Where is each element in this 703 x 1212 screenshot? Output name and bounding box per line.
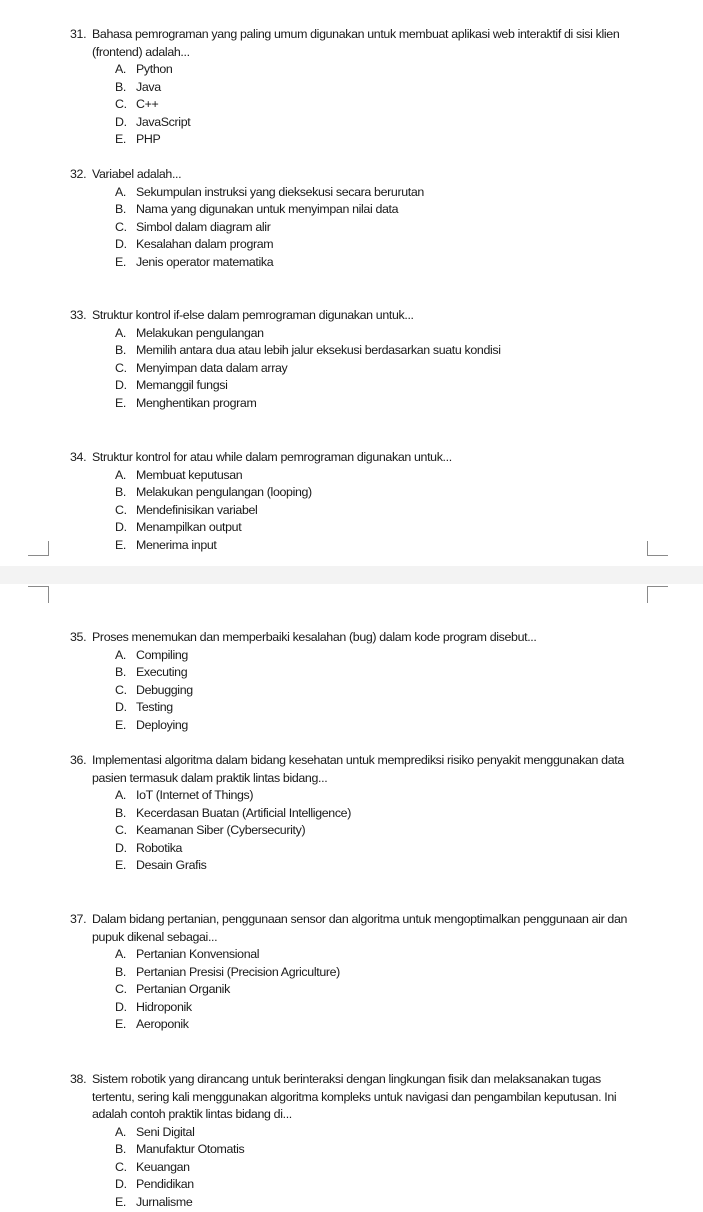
question-37 — [70, 911, 645, 1034]
crop-mark-bottom-left — [28, 541, 49, 556]
option-letter: D. — [115, 378, 127, 392]
option-list — [70, 325, 645, 413]
option-c — [115, 502, 645, 520]
option-letter: C. — [115, 219, 127, 234]
option-e — [115, 131, 645, 149]
question-text: Dalam bidang pertanian, penggunaan sensor dan algoritma untuk mengoptimalkan penggunaan air dan pupuk dikenal sebagai... — [92, 912, 628, 944]
option-text: PHP — [136, 132, 161, 146]
question-text: Variabel adalah... — [92, 167, 182, 181]
question-32 — [70, 166, 645, 271]
option-e — [115, 857, 645, 875]
option-letter: A. — [115, 788, 127, 802]
option-c — [115, 219, 645, 237]
option-text: Pertanian Konvensional — [136, 947, 260, 961]
option-e — [115, 1194, 645, 1212]
option-text: Nama yang digunakan untuk menyimpan nilai data — [136, 202, 399, 216]
question-35 — [70, 629, 645, 734]
page-break — [0, 566, 703, 584]
option-letter: D. — [115, 840, 127, 855]
option-b — [115, 1141, 645, 1159]
option-letter: E. — [115, 1194, 127, 1209]
option-letter: C. — [115, 982, 127, 996]
crop-mark-top-right — [647, 586, 668, 603]
option-list — [70, 1124, 645, 1212]
question-stem — [70, 911, 645, 946]
option-text: Menampilkan output — [136, 520, 242, 534]
question-text: Sistem robotik yang dirancang untuk berinteraksi dengan lingkungan fisik dan melaksanakan tugas tertentu, sering kali menggunakan algoritma kompleks untuk navigasi dan pengambilan keputusan. Ini adalah contoh praktik lintas bidang di... — [92, 1072, 617, 1121]
option-letter: D. — [115, 520, 127, 534]
option-b — [115, 342, 645, 360]
option-text: C++ — [136, 97, 159, 111]
option-text: Simbol dalam diagram alir — [136, 219, 271, 234]
option-a — [115, 647, 645, 665]
question-text: Struktur kontrol if-else dalam pemrograman digunakan untuk... — [92, 308, 414, 322]
question-34 — [70, 449, 645, 554]
option-d — [115, 840, 645, 858]
question-stem — [70, 166, 645, 184]
option-text: Menerima input — [136, 537, 217, 552]
option-d — [115, 1176, 645, 1194]
option-list — [70, 647, 645, 735]
question-stem — [70, 629, 645, 647]
option-a — [115, 61, 645, 79]
option-e — [115, 1016, 645, 1034]
option-b — [115, 964, 645, 982]
option-letter: D. — [115, 237, 127, 251]
option-text: Kesalahan dalam program — [136, 237, 274, 251]
option-text: Testing — [136, 700, 173, 714]
option-a — [115, 325, 645, 343]
option-text: Memanggil fungsi — [136, 378, 228, 392]
option-a — [115, 184, 645, 202]
question-text: Struktur kontrol for atau while dalam pemrograman digunakan untuk... — [92, 450, 452, 464]
option-b — [115, 805, 645, 823]
option-text: Pendidikan — [136, 1177, 194, 1191]
option-text: Mendefinisikan variabel — [136, 502, 258, 517]
option-letter: C. — [115, 360, 127, 375]
question-38 — [70, 1071, 645, 1211]
option-text: Kecerdasan Buatan (Artificial Intelligence) — [136, 805, 351, 820]
option-b — [115, 664, 645, 682]
option-a — [115, 787, 645, 805]
question-number: 33. — [70, 308, 87, 322]
option-letter: B. — [115, 79, 127, 94]
option-e — [115, 537, 645, 555]
option-text: Pertanian Presisi (Precision Agriculture) — [136, 964, 340, 979]
option-b — [115, 79, 645, 97]
option-text: Deploying — [136, 717, 188, 732]
option-letter: A. — [115, 947, 127, 961]
option-text: Executing — [136, 665, 188, 679]
question-number: 32. — [70, 167, 87, 181]
option-letter: D. — [115, 114, 127, 129]
option-letter: A. — [115, 467, 127, 482]
option-a — [115, 467, 645, 485]
option-letter: D. — [115, 700, 127, 714]
option-text: Desain Grafis — [136, 858, 207, 872]
option-text: Jurnalisme — [136, 1194, 193, 1209]
option-text: Hidroponik — [136, 999, 192, 1014]
option-letter: A. — [115, 62, 127, 76]
option-d — [115, 236, 645, 254]
option-a — [115, 1124, 645, 1142]
option-d — [115, 377, 645, 395]
question-stem — [70, 26, 645, 61]
option-list — [70, 787, 645, 875]
option-letter: E. — [115, 1017, 127, 1031]
option-c — [115, 682, 645, 700]
option-text: Aeroponik — [136, 1017, 189, 1031]
question-number: 31. — [70, 27, 87, 41]
option-letter: E. — [115, 395, 127, 410]
option-text: Pertanian Organik — [136, 982, 230, 996]
option-e — [115, 717, 645, 735]
option-letter: E. — [115, 717, 127, 732]
option-b — [115, 201, 645, 219]
question-stem — [70, 307, 645, 325]
option-letter: B. — [115, 485, 127, 499]
question-number: 38. — [70, 1072, 87, 1086]
option-text: Robotika — [136, 840, 183, 855]
crop-mark-top-left — [28, 586, 49, 603]
option-c — [115, 822, 645, 840]
option-text: Menyimpan data dalam array — [136, 360, 288, 375]
option-list — [70, 61, 645, 149]
question-number: 37. — [70, 912, 87, 926]
option-letter: A. — [115, 647, 127, 662]
option-text: Compiling — [136, 647, 188, 662]
option-letter: B. — [115, 665, 127, 679]
option-letter: B. — [115, 343, 127, 357]
option-letter: A. — [115, 184, 127, 199]
option-letter: C. — [115, 97, 127, 111]
option-b — [115, 484, 645, 502]
option-c — [115, 96, 645, 114]
option-list — [70, 467, 645, 555]
option-letter: C. — [115, 682, 127, 697]
option-letter: B. — [115, 805, 127, 820]
crop-mark-bottom-right — [647, 541, 668, 556]
option-letter: C. — [115, 823, 127, 837]
option-text: Memilih antara dua atau lebih jalur eksekusi berdasarkan suatu kondisi — [136, 343, 501, 357]
question-stem — [70, 1071, 645, 1124]
option-text: Melakukan pengulangan — [136, 325, 264, 340]
question-number: 34. — [70, 450, 87, 464]
option-text: Manufaktur Otomatis — [136, 1142, 245, 1156]
option-text: Membuat keputusan — [136, 467, 243, 482]
option-text: Java — [136, 79, 161, 94]
question-stem — [70, 449, 645, 467]
question-text: Proses menemukan dan memperbaiki kesalahan (bug) dalam kode program disebut... — [92, 630, 537, 644]
option-e — [115, 395, 645, 413]
option-c — [115, 360, 645, 378]
option-text: JavaScript — [136, 114, 191, 129]
question-text: Implementasi algoritma dalam bidang kesehatan untuk memprediksi risiko penyakit menggunakan data pasien termasuk dalam praktik lintas bidang... — [92, 753, 624, 785]
option-c — [115, 1159, 645, 1177]
option-d — [115, 999, 645, 1017]
option-text: Melakukan pengulangan (looping) — [136, 485, 312, 499]
option-text: Sekumpulan instruksi yang dieksekusi secara berurutan — [136, 184, 424, 199]
option-c — [115, 981, 645, 999]
question-31 — [70, 26, 645, 149]
question-stem — [70, 752, 645, 787]
option-letter: B. — [115, 1142, 127, 1156]
question-36 — [70, 752, 645, 875]
option-text: IoT (Internet of Things) — [136, 788, 254, 802]
option-letter: C. — [115, 502, 127, 517]
option-letter: D. — [115, 999, 127, 1014]
option-letter: E. — [115, 132, 127, 146]
option-d — [115, 519, 645, 537]
option-text: Keamanan Siber (Cybersecurity) — [136, 823, 306, 837]
option-letter: E. — [115, 537, 127, 552]
option-text: Debugging — [136, 682, 193, 697]
option-letter: B. — [115, 202, 127, 216]
option-letter: B. — [115, 964, 127, 979]
option-letter: C. — [115, 1159, 127, 1174]
option-text: Jenis operator matematika — [136, 254, 274, 269]
option-d — [115, 699, 645, 717]
question-number: 35. — [70, 630, 87, 644]
option-text: Seni Digital — [136, 1124, 195, 1139]
question-text: Bahasa pemrograman yang paling umum digunakan untuk membuat aplikasi web interaktif di sisi klien (frontend) adalah... — [92, 27, 620, 59]
question-33 — [70, 307, 645, 412]
option-list — [70, 184, 645, 272]
option-e — [115, 254, 645, 272]
option-a — [115, 946, 645, 964]
option-text: Python — [136, 62, 173, 76]
option-list — [70, 946, 645, 1034]
option-letter: A. — [115, 1124, 127, 1139]
option-letter: E. — [115, 254, 127, 269]
option-d — [115, 114, 645, 132]
option-letter: E. — [115, 858, 127, 872]
option-text: Keuangan — [136, 1159, 190, 1174]
option-text: Menghentikan program — [136, 395, 257, 410]
option-letter: A. — [115, 325, 127, 340]
question-number: 36. — [70, 753, 87, 767]
option-letter: D. — [115, 1177, 127, 1191]
